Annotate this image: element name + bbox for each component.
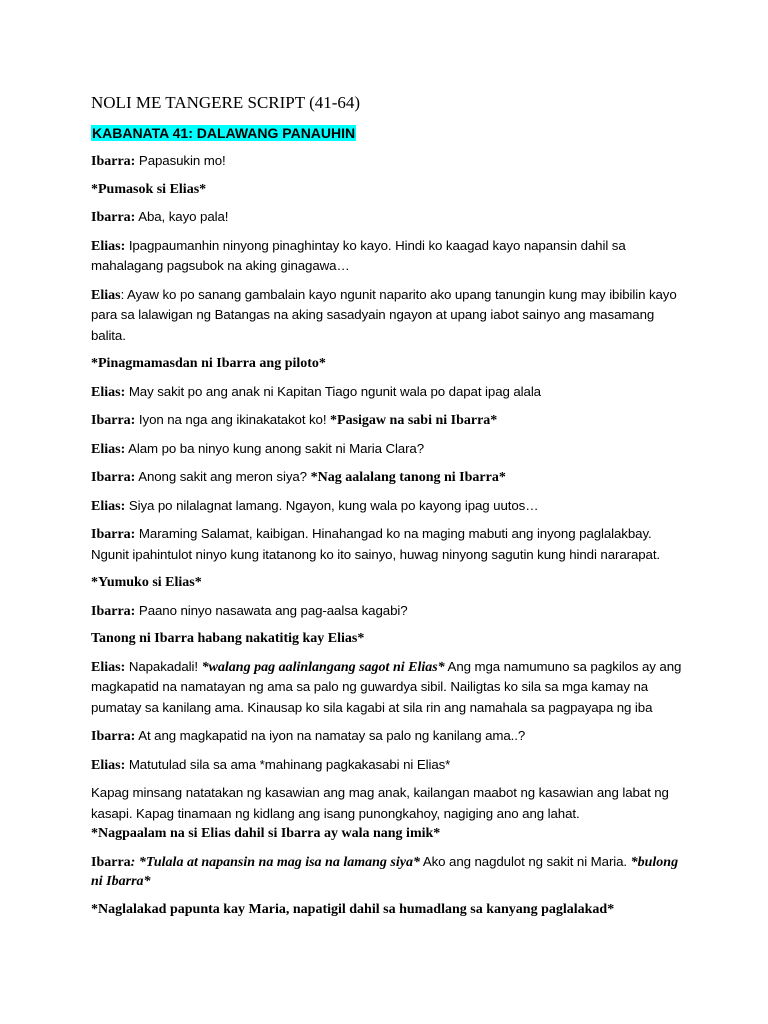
stage-direction (91, 824, 691, 844)
stage-direction-italic: *walang pag aalinlangang sagot ni Elias* (201, 659, 445, 675)
dialogue-line (91, 755, 691, 776)
document-page (91, 92, 691, 927)
chapter-heading-text: KABANATA 41: DALAWANG PANAUHIN (92, 125, 356, 141)
narration-text: Kapag minsang natatakan ng kasawian ang mag anak, kailangan maabot ng kasawian ang labat ng kasapi. Kapag tinamaan ng kidlang ang isang punongkahoy, nagiging ano ang lahat. (91, 785, 669, 821)
dialogue-text: Papasukin mo! (135, 153, 226, 168)
stage-direction-italic: *bulong ni Ibarra* (91, 854, 679, 889)
dialogue-line (91, 467, 691, 488)
stage-direction (91, 180, 691, 200)
dialogue-text: Ipagpaumanhin ninyong pinaghintay ko kayo. Hindi ko kaagad kayo napansin dahil sa mahalagang pagsubok na aking ginagawa… (91, 237, 626, 273)
stage-direction (91, 629, 691, 649)
speaker-label: Elias: (91, 238, 126, 254)
stage-direction-text: *Yumuko si Elias* (91, 575, 202, 590)
chapter-heading (91, 123, 691, 143)
dialogue-text: Paano ninyo nasawata ang pag-aalsa kagabi? (135, 602, 408, 618)
dialogue-text: At ang magkapatid na iyon na namatay sa palo ng kanilang ama..? (135, 728, 526, 743)
dialogue-text: Siya po nilalagnat lamang. Ngayon, kung wala po kayong ipag uutos… (125, 497, 539, 513)
speaker-label: Ibarra: (91, 729, 136, 744)
dialogue-line (91, 601, 691, 622)
dialogue-line (91, 207, 691, 228)
speaker-label: Ibarra: (91, 154, 136, 169)
stage-direction-text: *Pumasok si Elias* (91, 181, 207, 197)
dialogue-text: May sakit po ang anak ni Kapitan Tiago ngunit wala po dapat ipag alala (125, 383, 541, 399)
stage-direction-text: *Pinagmamasdan ni Ibarra ang piloto* (91, 356, 326, 371)
stage-direction (91, 573, 691, 593)
dialogue-line (91, 410, 691, 431)
dialogue-line (91, 852, 691, 892)
speaker-label: Elias (91, 287, 121, 303)
dialogue-text-continued: Ang mga namumuno sa pagkilos ay ang magkapatid na namatayan ng ama sa palo ng guwardya sibil. Nailigtas ko sila sa mga kamay na pumatay sa kanilang ama. Kinausap ko sila kagabi at sila rin ang namahala sa pagpayapa ng iba (91, 658, 682, 715)
speaker-label: Ibarra: (91, 210, 136, 225)
dialogue-text: Iyon na nga ang ikinakatakot ko! (135, 412, 331, 427)
dialogue-text: : Ayaw ko po sanang gambalain kayo ngunit naparito ako upang tanungin kung may ibibilin kayo para sa lalawigan ng Batangas na aking sasadyain ngayon at upang iabot sainyo ang masamang balita. (91, 286, 677, 343)
dialogue-text: Anong sakit ang meron siya? (135, 469, 311, 484)
speaker-colon: : (130, 854, 139, 870)
speaker-label: Elias: (91, 659, 126, 675)
speaker-label: Ibarra: (91, 470, 136, 485)
stage-direction (91, 354, 691, 374)
dialogue-line (91, 726, 691, 747)
dialogue-text: Ako ang nagdulot ng sakit ni Maria. (419, 853, 631, 869)
dialogue-line (91, 657, 691, 719)
dialogue-line (91, 151, 691, 172)
dialogue-text: Matutulad sila sa ama *mahinang pagkakasabi ni Elias* (125, 756, 451, 772)
dialogue-line (91, 439, 691, 460)
speaker-label: Ibarra: (91, 527, 136, 542)
dialogue-text: Maraming Salamat, kaibigan. Hinahangad ko na maging mabuti ang inyong paglalakbay. Ngunit ipahintulot ninyo kung itatanong ko ito sainyo, huwag ninyong sagutin kung hindi nararapat. (91, 526, 661, 562)
dialogue-text: Aba, kayo pala! (135, 209, 229, 224)
stage-direction-text: *Naglalakad papunta kay Maria, napatigil dahil sa humadlang sa kanyang paglalakad* (91, 901, 615, 917)
narration-line (91, 783, 691, 824)
speaker-label: Ibarra (91, 854, 131, 870)
stage-direction-text: Tanong ni Ibarra habang nakatitig kay Elias* (91, 631, 365, 646)
speaker-label: Elias: (91, 384, 126, 400)
dialogue-line (91, 382, 691, 403)
speaker-label: Elias: (91, 757, 126, 773)
speaker-label: Elias: (91, 441, 126, 457)
dialogue-line (91, 236, 691, 277)
speaker-label: Ibarra: (91, 413, 136, 428)
dialogue-line (91, 496, 691, 517)
stage-direction-text: *Nagpaalam na si Elias dahil si Ibarra ay wala nang imik* (91, 826, 441, 841)
stage-direction-text: *Pasigaw na sabi ni Ibarra* (330, 413, 498, 428)
dialogue-line (91, 524, 691, 565)
stage-direction-text: *Nag aalalang tanong ni Ibarra* (310, 470, 506, 485)
stage-direction (91, 900, 691, 920)
script-title: NOLI ME TANGERE SCRIPT (41-64) (91, 93, 361, 112)
speaker-label: Ibarra: (91, 603, 136, 619)
dialogue-text: Alam po ba ninyo kung anong sakit ni Maria Clara? (125, 440, 425, 456)
speaker-label: Elias: (91, 498, 126, 514)
stage-direction-italic: *Tulala at napansin na mag isa na lamang siya* (138, 854, 420, 870)
dialogue-line (91, 285, 691, 347)
dialogue-text: Napakadali! (125, 658, 202, 674)
